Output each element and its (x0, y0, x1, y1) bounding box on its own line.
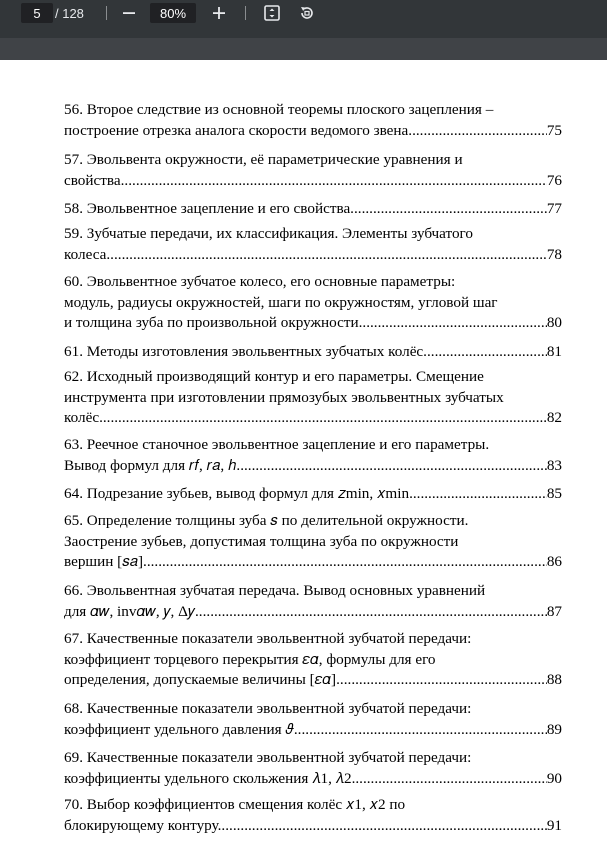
document-page (0, 60, 607, 847)
fit-page-icon[interactable] (261, 3, 283, 23)
dot-leader (221, 816, 546, 837)
toc-entry[interactable] (64, 581, 562, 622)
dot-leader (99, 408, 547, 429)
toc-entry-text: колёс (64, 409, 100, 426)
page-number-input[interactable] (21, 3, 53, 23)
toc-page-number: 90 (546, 769, 562, 787)
current-page: 5 (33, 5, 41, 21)
toc-entry-last-line (64, 484, 562, 505)
toc-entry-last-line (64, 816, 562, 837)
toc-page-number: 89 (546, 720, 562, 738)
toc-entry-text: 63. Реечное станочное эвольвентное зацепление и его параметры. (64, 436, 490, 453)
toc-entry-text: построение отрезка аналога скорости ведомого звена (64, 121, 409, 139)
toc-entry-text: свойства. (64, 171, 125, 189)
page-total: / 128 (55, 5, 84, 21)
pdf-toolbar (0, 0, 607, 38)
toc-entry[interactable] (64, 699, 562, 740)
toc-entry-last-line (64, 121, 562, 142)
dot-leader (408, 121, 547, 142)
toc-entry-text: 58. Эвольвентное зацепление и его свойства. (64, 200, 354, 217)
toc-entry-text: Вывод формул для 𝑟𝑓, 𝑟𝑎, ℎ. (64, 456, 241, 474)
toc-entry-text: 56. Второе следствие из основной теоремы плоского зацепления – (64, 101, 494, 118)
toc-entry-last-line (64, 171, 562, 192)
toc-entry-text: 61. Методы изготовления эвольвентных зубчатых колёс. (64, 343, 427, 360)
dot-leader (199, 602, 547, 623)
toc-page-number: 80 (546, 314, 562, 331)
toc-entry-text: и толщина зуба по произвольной окружности. (64, 314, 363, 331)
plus-icon[interactable] (208, 3, 230, 23)
toc-entry[interactable] (64, 342, 562, 363)
toc-page-number: 81 (546, 343, 562, 360)
rotate-icon[interactable] (296, 3, 318, 23)
dot-leader (352, 769, 547, 790)
toc-entry[interactable] (64, 224, 562, 265)
toc-entry[interactable] (64, 484, 562, 505)
toc-page-number: 75 (546, 121, 562, 139)
toc-entry-last-line (64, 670, 562, 691)
toc-entry-text: 68. Качественные показатели эвольвентной зубчатой передачи: (64, 700, 472, 717)
toc-page-number: 83 (546, 456, 562, 474)
toc-page-number: 91 (546, 816, 562, 834)
toc-page-number: 82 (546, 409, 562, 426)
toc-page-number: 85 (546, 485, 562, 502)
minus-icon[interactable] (118, 3, 140, 23)
toc-entry-last-line (64, 313, 562, 334)
toc-entry-text: 64. Подрезание зубьев, вывод формул для 𝑧min, 𝑥min (64, 485, 410, 502)
toc-entry-text: блокирующему контуру. (64, 816, 222, 834)
toc-page-number: 76 (546, 171, 562, 189)
toc-entry[interactable] (64, 272, 562, 334)
toc-entry-text: коэффициенты удельного скольжения 𝜆1, 𝜆2 (64, 769, 352, 787)
toc-entry[interactable] (64, 199, 562, 220)
toc-entry[interactable] (64, 795, 562, 836)
toc-entry-text: определения, допускаемые величины [𝜀𝛼]. (64, 671, 340, 688)
toc-entry-text: 59. Зубчатые передачи, их классификация. Элементы зубчатого (64, 225, 473, 242)
toc-entry-last-line (64, 342, 562, 363)
toc-entry-text: коэффициент удельного давления 𝜗 (64, 720, 294, 738)
toc-entry-last-line (64, 456, 562, 477)
toc-entry-text: 60. Эвольвентное зубчатое колесо, его основные параметры: (64, 273, 456, 290)
toc-entry-text: 69. Качественные показатели эвольвентной зубчатой передачи: (64, 749, 472, 766)
dot-leader (409, 484, 547, 505)
toc-entry[interactable] (64, 748, 562, 789)
toc-entry-text: коэффициент торцевого перекрытия 𝜀𝛼, формулы для его (64, 650, 436, 668)
toc-page-number: 87 (546, 602, 562, 620)
toc-entry[interactable] (64, 629, 562, 691)
toc-entry-last-line (64, 720, 562, 741)
toc-entry-text: колеса. (64, 245, 111, 263)
toc-entry-last-line (64, 552, 562, 573)
toc-entry[interactable] (64, 150, 562, 191)
toc-page-number: 78 (546, 245, 562, 263)
toc-entry-last-line (64, 408, 562, 429)
toc-page-number: 86 (546, 553, 562, 570)
zoom-level: 80% (159, 5, 187, 21)
toolbar-divider (245, 6, 246, 20)
toc-entry-text: инструмента при изготовлении прямозубых эвольвентных зубчатых (64, 388, 504, 406)
dot-leader (240, 456, 547, 477)
toolbar-divider (106, 6, 107, 20)
toc-entry[interactable] (64, 435, 562, 476)
toc-entry-last-line (64, 602, 562, 623)
toc-page-number: 88 (546, 671, 562, 688)
toc-entry-text: 57. Эвольвента окружности, её параметрические уравнения и (64, 151, 463, 168)
page-gap (0, 38, 607, 60)
toc-entry-text: 67. Качественные показатели эвольвентной зубчатой передачи: (64, 630, 472, 647)
toc-entry-text: 70. Выбор коэффициентов смещения колёс 𝑥1, 𝑥2 по (64, 796, 406, 813)
dot-leader (124, 171, 546, 192)
dot-leader (294, 720, 547, 741)
toc-entry-text: вершин [𝑠𝑎]. (64, 553, 147, 570)
toc-entry-last-line (64, 199, 562, 220)
dot-leader (340, 670, 547, 691)
toc-entry[interactable] (64, 511, 562, 573)
toc-entry-text: для 𝛼𝑤, inv𝛼𝑤, 𝑦, Δ𝑦. (64, 602, 199, 620)
zoom-input[interactable] (150, 3, 196, 23)
toc-entry-last-line (64, 769, 562, 790)
toc-entry-text: Заострение зубьев, допустимая толщина зуба по окружности (64, 532, 459, 550)
toc-entry-text: 65. Определение толщины зуба 𝑠 по делительной окружности. (64, 512, 469, 529)
dot-leader (110, 245, 547, 266)
dot-leader (147, 552, 547, 573)
dot-leader (354, 199, 547, 220)
toc-entry-text: 62. Исходный производящий контур и его параметры. Смещение (64, 368, 484, 385)
toc-entry[interactable] (64, 367, 562, 429)
toc-entry-text: модуль, радиусы окружностей, шаги по окружностям, угловой шаг (64, 293, 498, 311)
dot-leader (427, 342, 547, 363)
toc-entry-text: 66. Эвольвентная зубчатая передача. Вывод основных уравнений (64, 582, 486, 599)
toc-page-number: 77 (546, 200, 562, 217)
toc-entry-last-line (64, 245, 562, 266)
dot-leader (362, 313, 546, 334)
toc-entry[interactable] (64, 100, 562, 141)
